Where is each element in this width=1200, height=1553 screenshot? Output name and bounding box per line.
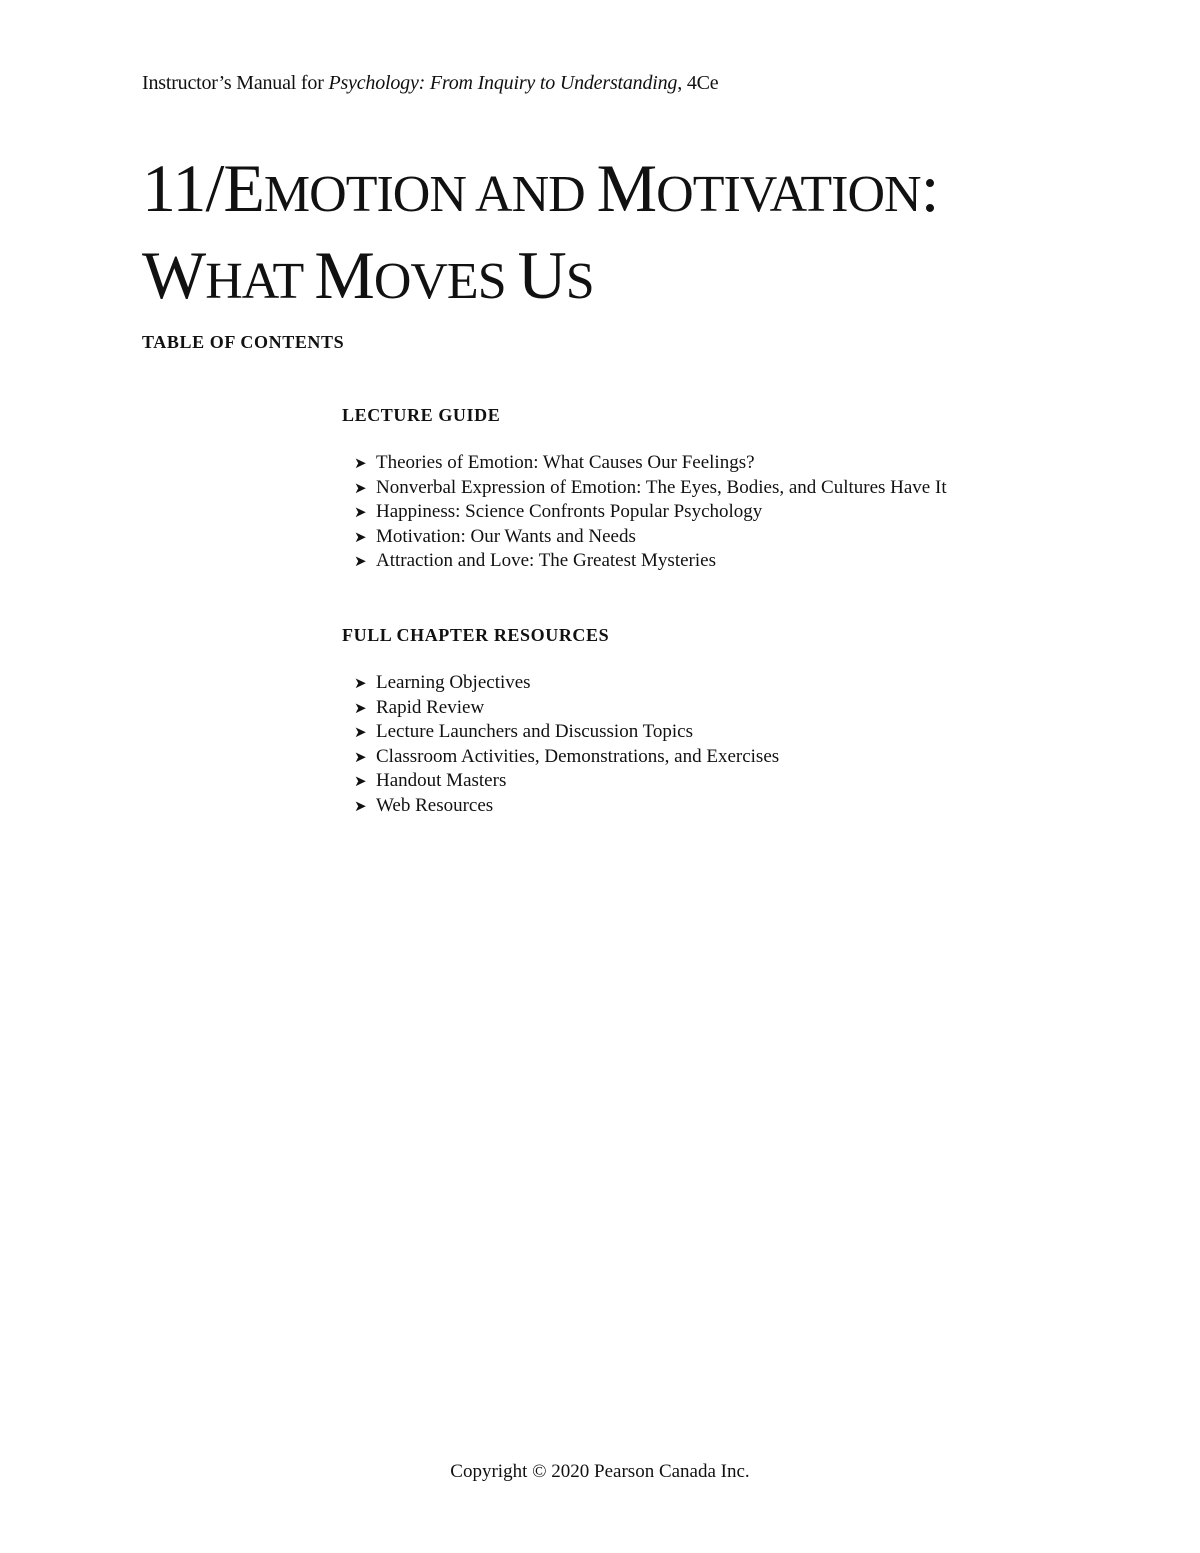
list-item: [354, 500, 947, 525]
list-item-text: Web Resources: [376, 794, 494, 816]
full-chapter-resources-list: [354, 671, 779, 819]
list-item: [354, 720, 779, 745]
arrowhead-bullet-icon: ➤: [354, 674, 367, 692]
list-item-text: Attraction and Love: The Greatest Mysteries: [376, 550, 716, 572]
header-book-title: Psychology: From Inquiry to Understanding: [328, 72, 678, 94]
list-item: [354, 696, 779, 721]
arrowhead-bullet-icon: ➤: [354, 747, 367, 766]
arrowhead-bullet-icon: ➤: [354, 454, 367, 472]
lecture-guide-heading: LECTURE GUIDE: [342, 405, 501, 425]
list-item-text: Motivation: Our Wants and Needs: [376, 525, 636, 547]
arrowhead-bullet-icon: ➤: [354, 772, 367, 791]
list-item-text: Happiness: Science Confronts Popular Psychology: [376, 501, 763, 523]
arrowhead-bullet-icon: ➤: [354, 723, 367, 742]
list-item-text: Theories of Emotion: What Causes Our Feelings?: [376, 452, 755, 473]
list-item: [354, 745, 779, 770]
running-header: [142, 70, 718, 96]
list-item: [354, 476, 947, 501]
lecture-guide-list: [354, 451, 947, 574]
title-segment: MOTION AND: [263, 166, 597, 223]
list-item-text: Handout Masters: [376, 770, 507, 792]
list-item: [354, 769, 779, 794]
arrowhead-bullet-icon: ➤: [354, 527, 367, 546]
list-item-text: Learning Objectives: [376, 672, 531, 693]
title-segment: W: [142, 237, 206, 313]
title-segment: :: [920, 150, 939, 226]
title-segment: M: [596, 150, 657, 226]
list-item: [354, 451, 947, 476]
list-item: [354, 671, 779, 696]
arrowhead-bullet-icon: ➤: [354, 478, 367, 497]
title-segment: HAT: [205, 253, 315, 310]
table-of-contents-heading: TABLE OF CONTENTS: [142, 332, 345, 352]
list-item-text: Rapid Review: [376, 696, 485, 718]
list-item: [354, 525, 947, 550]
arrowhead-bullet-icon: ➤: [354, 698, 367, 717]
title-segment: OTIVATION: [656, 166, 921, 223]
full-chapter-resources-heading: FULL CHAPTER RESOURCES: [342, 625, 610, 645]
list-item: [354, 794, 779, 819]
title-segment: 11/E: [142, 150, 264, 226]
arrowhead-bullet-icon: ➤: [354, 552, 367, 571]
title-segment: U: [517, 237, 566, 313]
copyright-footer: Copyright © 2020 Pearson Canada Inc.: [450, 1461, 750, 1482]
list-item: [354, 549, 947, 574]
title-segment: S: [565, 253, 594, 310]
chapter-title-line-2: [142, 235, 1122, 322]
header-suffix: , 4Ce: [677, 72, 719, 94]
header-prefix: Instructor’s Manual for: [142, 72, 329, 94]
arrowhead-bullet-icon: ➤: [354, 503, 367, 522]
arrowhead-bullet-icon: ➤: [354, 796, 367, 815]
title-segment: M: [314, 237, 374, 313]
list-item-text: Nonverbal Expression of Emotion: The Eyes, Bodies, and Cultures Have It: [376, 476, 947, 498]
title-segment: OVES: [373, 253, 518, 310]
list-item-text: Classroom Activities, Demonstrations, and Exercises: [376, 745, 780, 767]
list-item-text: Lecture Launchers and Discussion Topics: [376, 721, 694, 743]
chapter-title: [142, 148, 1122, 322]
chapter-title-line-1: [142, 148, 1122, 235]
